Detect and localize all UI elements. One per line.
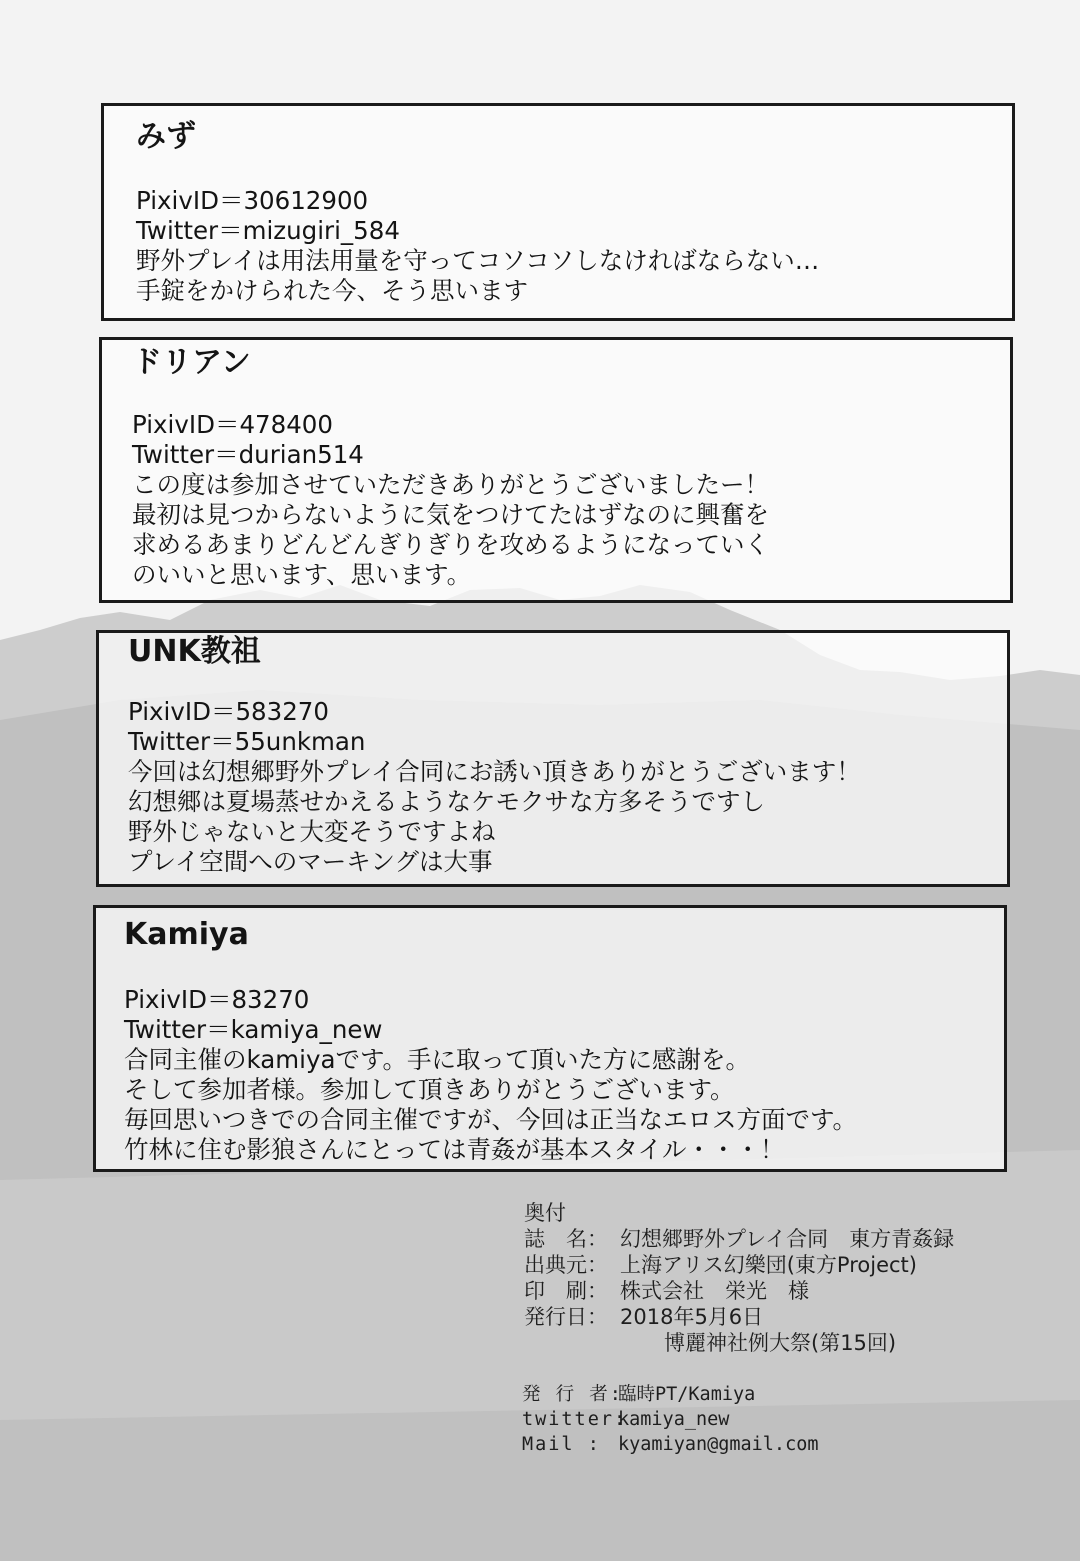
colophon-label: 出典元： xyxy=(524,1253,608,1277)
author-details xyxy=(128,697,861,877)
author-name: UNK教祖 xyxy=(128,634,261,669)
colophon-value: 2018年5月6日 xyxy=(620,1305,764,1329)
twitter-handle: Twitter＝mizugiri_584 xyxy=(136,216,400,245)
twitter-handle: Twitter＝55unkman xyxy=(128,727,366,756)
publisher-label: 発 行 者: xyxy=(522,1384,623,1405)
author-card-durian xyxy=(99,337,1013,603)
colophon xyxy=(524,1200,954,1356)
comment-line: 毎回思いつきでの合同主催ですが、今回は正当なエロス方面です。 xyxy=(124,1105,858,1134)
pixiv-id: PixivID＝478400 xyxy=(132,410,333,439)
comment-line: この度は参加させていただきありがとうございましたー！ xyxy=(132,470,769,499)
comment-line: 幻想郷は夏場蒸せかえるようなケモクサな方多そうですし xyxy=(128,787,765,816)
pixiv-id: PixivID＝30612900 xyxy=(136,186,369,215)
comment-line: 最初は見つからないように気をつけてたはずなのに興奮を xyxy=(132,500,769,529)
comment-line: そして参加者様。参加して頂きありがとうございます。 xyxy=(124,1075,735,1104)
colophon-label: 印 刷： xyxy=(524,1279,608,1303)
publisher-label: Mail : xyxy=(522,1434,601,1455)
publisher-label: twitter: xyxy=(522,1409,628,1430)
comment-line: 合同主催のkamiyaです。手に取って頂いた方に感謝を。 xyxy=(124,1045,750,1074)
comment-line: 竹林に住む影狼さんにとっては青姦が基本スタイル・・・！ xyxy=(124,1135,785,1164)
comment-line: 野外プレイは用法用量を守ってコソコソしなければならない… xyxy=(136,246,820,275)
colophon-label: 発行日： xyxy=(524,1305,608,1329)
author-details xyxy=(124,985,857,1165)
colophon-value: 幻想郷野外プレイ合同 東方青姦録 xyxy=(620,1227,955,1251)
comment-line: プレイ空間へのマーキングは大事 xyxy=(128,847,493,876)
comment-line: 手錠をかけられた今、そう思います xyxy=(136,276,528,305)
publisher-value: kyamiyan@gmail.com xyxy=(618,1434,819,1455)
author-card-kamiya xyxy=(93,905,1007,1172)
comment-line: のいいと思います、思います。 xyxy=(132,560,472,589)
colophon-row xyxy=(524,1304,954,1330)
publisher-info xyxy=(522,1382,818,1457)
author-card-unk xyxy=(96,630,1010,887)
publisher-value: kamiya_new xyxy=(618,1409,730,1430)
pixiv-id: PixivID＝83270 xyxy=(124,985,310,1014)
colophon-row xyxy=(524,1226,954,1252)
comment-line: 今回は幻想郷野外プレイ合同にお誘い頂きありがとうございます！ xyxy=(128,757,861,786)
twitter-handle: Twitter＝kamiya_new xyxy=(124,1015,383,1044)
colophon-value: 上海アリス幻樂団(東方Project) xyxy=(620,1253,917,1277)
author-name: みず xyxy=(136,119,196,154)
colophon-label: 誌 名： xyxy=(524,1227,608,1251)
comment-line: 野外じゃないと大変そうですよね xyxy=(128,817,496,846)
author-name: ドリアン xyxy=(132,345,251,380)
comment-line: 求めるあまりどんどんぎりぎりを攻めるようになっていく xyxy=(132,530,769,559)
colophon-event-row xyxy=(524,1330,954,1356)
colophon-heading: 奥付 xyxy=(524,1201,566,1225)
colophon-row xyxy=(524,1278,954,1304)
colophon-row xyxy=(524,1252,954,1278)
publisher-row xyxy=(522,1407,818,1432)
pixiv-id: PixivID＝583270 xyxy=(128,697,329,726)
colophon-event: 博麗神社例大祭(第15回) xyxy=(664,1331,897,1355)
author-name: Kamiya xyxy=(124,917,249,952)
author-details xyxy=(136,186,819,306)
author-card-mizu xyxy=(101,103,1015,321)
author-details xyxy=(132,410,769,590)
publisher-row xyxy=(522,1432,818,1457)
colophon-value: 株式会社 栄光 様 xyxy=(620,1279,809,1303)
publisher-row xyxy=(522,1382,818,1407)
twitter-handle: Twitter＝durian514 xyxy=(132,440,364,469)
publisher-value: 臨時PT/Kamiya xyxy=(618,1384,756,1405)
